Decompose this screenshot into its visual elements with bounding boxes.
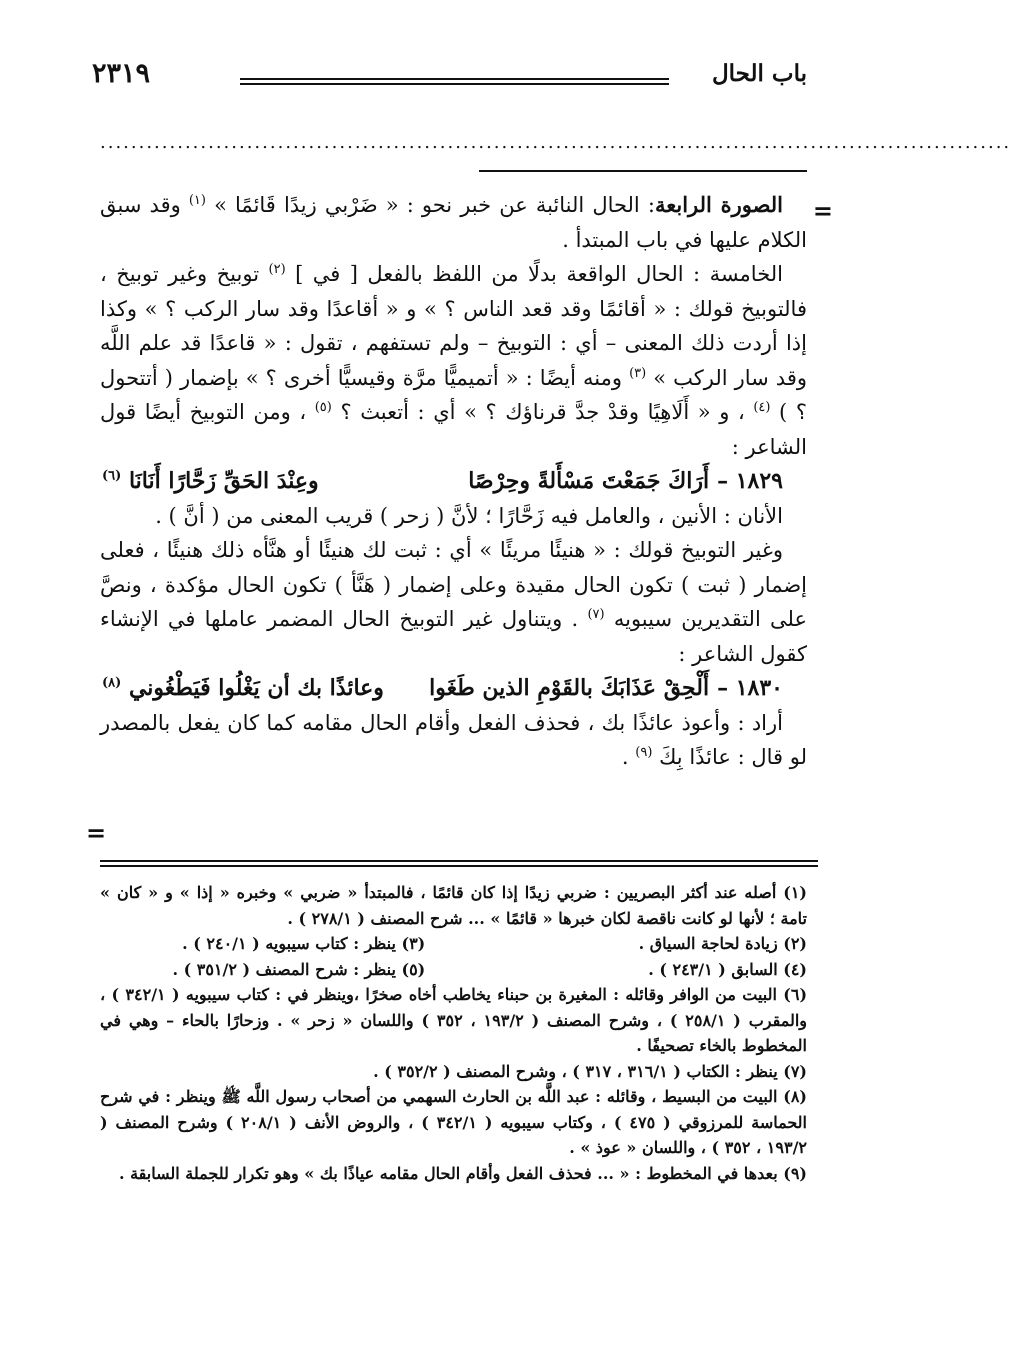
footnote-ref: (٤) [753, 400, 771, 415]
paragraph-text: وقد سبق الكلام عليها في باب المبتدأ . [100, 193, 807, 252]
footnote-ref: (٢) [268, 262, 286, 277]
footnote-6: (٦) البيت من الوافر وقائله : المغيرة بن حبناء يخاطب أخاه صخرًا ،وينظر في : كتاب سيبويه ( ٣٤٢/١ ) ، والمقرب ( ٢٥٨/١ ) ، وشرح المصنف ( ١٩٣/٢ ، ٣٥٢ ) واللسان « زحر » . وزحارًا بالحاء – وهي في المخطوط بالخاء تصحيفًا . [100, 985, 808, 1055]
footnote-ref: (٥) [314, 400, 332, 415]
page-number: ٢٣١٩ [92, 58, 151, 89]
footnote-row [100, 957, 807, 983]
paragraph-text: . ويتناول غير التوبيخ الحال المضمر عاملها في الإنشاء كقول الشاعر : [100, 607, 807, 666]
paragraph-5 [100, 706, 807, 775]
footnote-5: (٥) ينظر : شرح المصنف ( ٣٥١/٢ ) . [172, 959, 426, 979]
verse-hemistich-2: وعِنْدَ الحَقِّ زَحَّارًا أَنَانَا [128, 468, 319, 494]
verse-number: ١٨٣٠ – [717, 675, 783, 701]
footnote-9: (٩) بعدها في المخطوط : « ... فحذف الفعل وأقام الحال مقامه عياذًا بك » وهو تكرار للجملة السابقة . [118, 1163, 807, 1183]
footnote-3: (٣) ينظر : كتاب سيبويه ( ٢٤٠/١ ) . [182, 934, 426, 953]
paragraph-text: ومنه أيضًا : « أتميميًّا مرَّة وقيسيًّا أخرى ؟ » بإضمار ( أتتحول ؟ ) [100, 365, 807, 424]
paragraph-text: الخامسة : الحال الواقعة بدلًا من اللفظ بالفعل [ في ] [285, 262, 783, 286]
running-header-title: باب الحال [711, 60, 807, 87]
footnote-ref: (١) [188, 193, 206, 208]
footnote-2: (٢) زيادة لحاجة السياق . [638, 934, 807, 953]
paragraph-4 [100, 533, 807, 671]
footnote-ref: (٣) [629, 365, 647, 381]
verse-hemistich-1: أَلْحِقْ عَذَابَكَ بالقَوْمِ الذين طَغَوا [429, 675, 710, 701]
paragraph-text: ، ومن التوبيخ أيضًا قول الشاعر : [100, 400, 807, 459]
paragraph-text: أراد : وأعوذ عائذًا بك ، فحذف الفعل وأقام الحال مقامه كما كان يفعل بالمصدر لو قال : عائذًا بِكَ [100, 710, 807, 769]
main-text [100, 188, 807, 775]
verse-1830 [100, 671, 807, 706]
dotted-separator: ...................................................................................................................... [100, 132, 1011, 153]
paragraph-3: الأنان : الأنين ، والعامل فيه زَحَّارًا ؛ لأنَّ ( زحر ) قريب المعنى من ( أنَّ ) . [155, 503, 783, 528]
footnote-row [100, 931, 807, 957]
footnote-7: (٧) ينظر : الكتاب ( ٣١٦/١ ، ٣١٧ ) ، وشرح المصنف ( ٣٥٢/٢ ) . [373, 1061, 807, 1081]
paragraph-text: . [621, 745, 636, 769]
paragraph-text: توبيخ وغير توبيخ ، فالتوبيخ قولك : « أقائمًا وقد قعد الناس ؟ » و « أقاعدًا وقد سار الركب ؟ » وكذا إذا أردت ذلك المعنى – أي : التوبيخ – ولم تستفهم ، تقول : « قاعدًا قد علم اللَّه وقد سار الركب » [100, 262, 807, 390]
paragraph-text: وغير التوبيخ قولك : « هنيئًا مريئًا » أي : ثبت لك هنيئًا أو هنَّأه ذلك هنيئًا ، فعلى إضمار ( ثبت ) تكون الحال مقيدة وعلى إضمار ( هَنَّأ ) تكون الحال مؤكدة ، ونصَّ على التقديرين سيبويه [100, 538, 807, 631]
verse-1829 [100, 464, 807, 499]
continuation-mark-top: = [812, 196, 833, 225]
continuation-mark-bottom: = [86, 818, 107, 847]
footnote-ref: (٦) [102, 468, 122, 484]
verse-hemistich-2: وعائذًا بك أن يَغْلُوا فَيَطْغُوني [128, 675, 384, 701]
paragraph-2 [100, 257, 807, 464]
footnote-ref: (٨) [102, 675, 122, 691]
header-rule [240, 78, 669, 85]
footnote-ref: (٧) [587, 607, 605, 622]
paragraph-1 [100, 188, 807, 257]
paragraph-text: ، و « أَلَاهِيًا وقدْ جدَّ قرناؤك ؟ » أي : أتعبث ؟ [331, 400, 754, 424]
verse-number: ١٨٢٩ – [717, 468, 783, 494]
paragraph-text: : الحال النائبة عن خبر نحو : « ضَرْبي زيدًا قَائمًا » [205, 193, 655, 217]
verse-hemistich-1: أَرَاكَ جَمَعْتَ مَسْأَلةً وحِرْصًا [468, 468, 710, 494]
footnotes [100, 880, 807, 1186]
footnote-4: (٤) السابق ( ٢٤٣/١ ) . [648, 959, 807, 979]
section-lead: الصورة الرابعة [654, 192, 784, 217]
footnote-8: (٨) البيت من البسيط ، وقائله : عبد اللَّه بن الحارث السهمي من أصحاب رسول اللَّه ﷺ وينظر : في شرح الحماسة للمرزوقي ( ٤٧٥ ) ، وكتاب سيبويه ( ٣٤٢/١ ) ، والروض الأنف ( ٢٠٨/١ ) وشرح المصنف ( ١٩٣/٢ ، ٣٥٢ ) ، واللسان « عوذ » . [100, 1087, 807, 1157]
short-separator [479, 170, 807, 172]
footnote-ref: (٩) [635, 745, 653, 760]
footnote-rule [100, 860, 818, 867]
footnote-1: (١) أصله عند أكثر البصريين : ضربي زيدًا إذا كان قائمًا ، فالمبتدأ « ضربي » وخبره « إذا » و « كان » تامة ؛ لأنها لو كانت ناقصة لكان خبرها « قائمًا » ... شرح المصنف ( ٢٧٨/١ ) . [100, 883, 807, 928]
